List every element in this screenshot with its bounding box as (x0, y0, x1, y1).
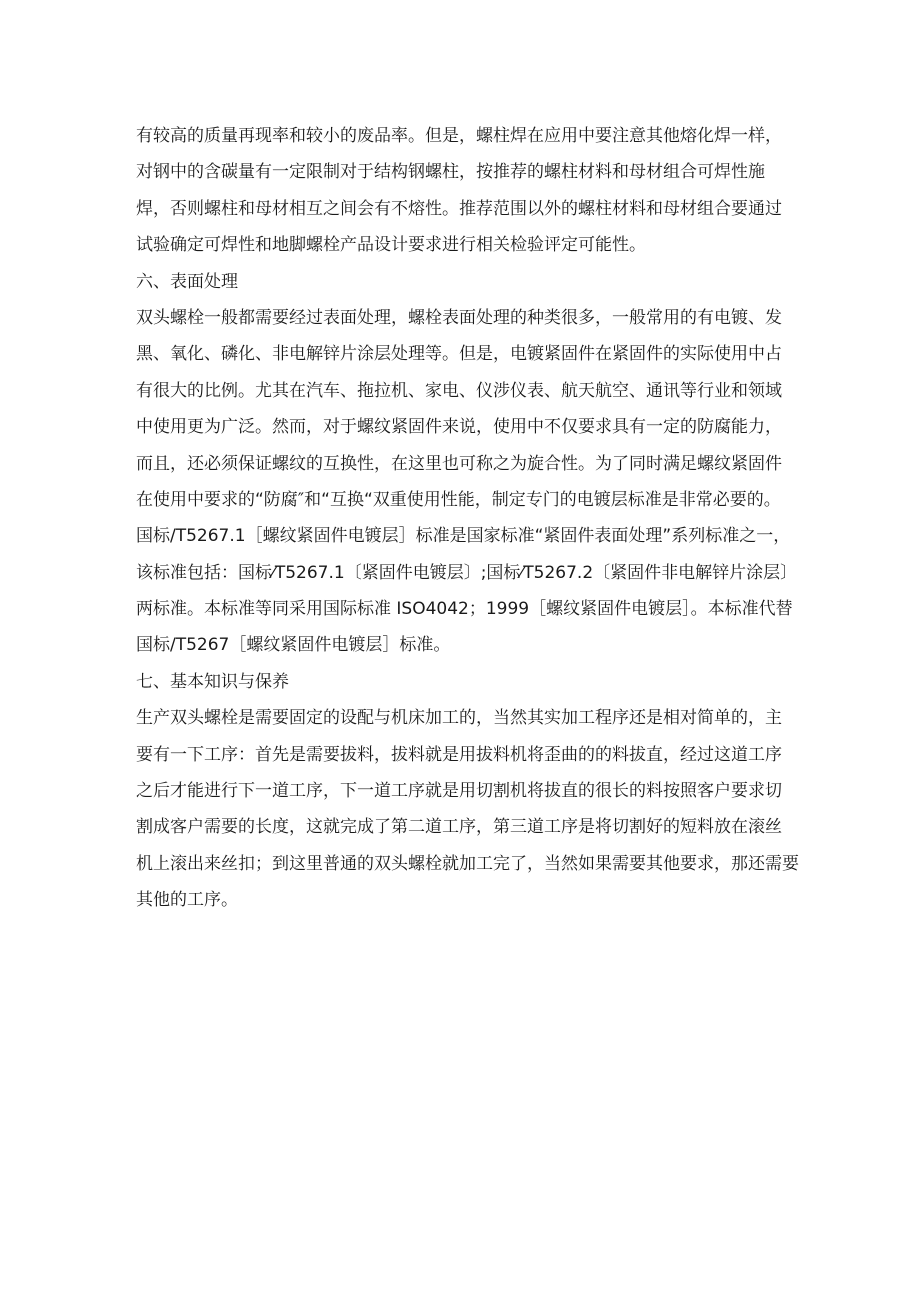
body-line: 中使用更为广泛。然而，对于螺纹紧固件来说，使用中不仅要求具有一定的防腐能力， (136, 417, 782, 438)
body-line: 两标准。本标准等同采用国际标准 ISO4042；1999［螺纹紧固件电镀层］。本标准代替 (136, 599, 793, 620)
body-line: 试验确定可焊性和地脚螺栓产品设计要求进行相关检验评定可能性。 (136, 235, 646, 256)
body-line: 要有一下工序：首先是需要拔料，拔料就是用拔料机将歪曲的的料拔直，经过这道工序 (136, 744, 782, 765)
body-line: 割成客户需要的长度，这就完成了第二道工序，第三道工序是将切割好的短料放在滚丝 (136, 817, 782, 838)
body-line: 有很大的比例。尤其在汽车、拖拉机、家电、仪涉仪表、航天航空、通讯等行业和领域 (136, 380, 782, 401)
document-body (136, 118, 806, 919)
body-line: 对钢中的含碳量有一定限制对于结构钢螺柱，按推荐的螺柱材料和母材组合可焊性施 (136, 162, 765, 183)
body-line: 国标/T5267［螺纹紧固件电镀层］标准。 (136, 635, 451, 656)
body-line: 有较高的质量再现率和较小的废品率。但是，螺柱焊在应用中要注意其他熔化焊一样， (136, 126, 782, 146)
body-line: 黑、氧化、磷化、非电解锌片涂层处理等。但是，电镀紧固件在紧固件的实际使用中占 (136, 344, 782, 365)
section-heading: 六、表面处理 (136, 271, 238, 292)
body-line: 在使用中要求的“防腐″和“互换“双重使用性能，制定专门的电镀层标准是非常必要的。 (136, 489, 781, 510)
body-line: 而且，还必须保证螺纹的互换性，在这里也可称之为旋合性。为了同时满足螺纹紧固件 (136, 453, 782, 474)
body-line: 其他的工序。 (136, 890, 238, 911)
body-line: 该标准包括：国标⁄T5267.1〔紧固件电镀层〕;国标⁄T5267.2〔紧固件非电解锌片涂层〕 (136, 562, 798, 583)
body-line: 国标/T5267.1［螺纹紧固件电镀层］标准是国家标准“紧固件表面处理”系列标准之一， (136, 526, 791, 547)
body-line: 之后才能进行下一道工序，下一道工序就是用切割机将拔直的很长的料按照客户要求切 (136, 781, 782, 802)
body-line: 双头螺栓一般都需要经过表面处理，螺栓表面处理的种类很多，一般常用的有电镀、发 (136, 307, 782, 328)
body-line: 焊，否则螺柱和母材相互之间会有不熔性。推荐范围以外的螺柱材料和母材组合要通过 (136, 198, 782, 219)
body-line: 机上滚出来丝扣；到这里普通的双头螺栓就加工完了，当然如果需要其他要求，那还需要 (136, 853, 799, 874)
body-line: 生产双头螺栓是需要固定的设配与机床加工的，当然其实加工程序还是相对简单的，主 (136, 708, 782, 729)
section-heading: 七、基本知识与保养 (136, 671, 289, 692)
